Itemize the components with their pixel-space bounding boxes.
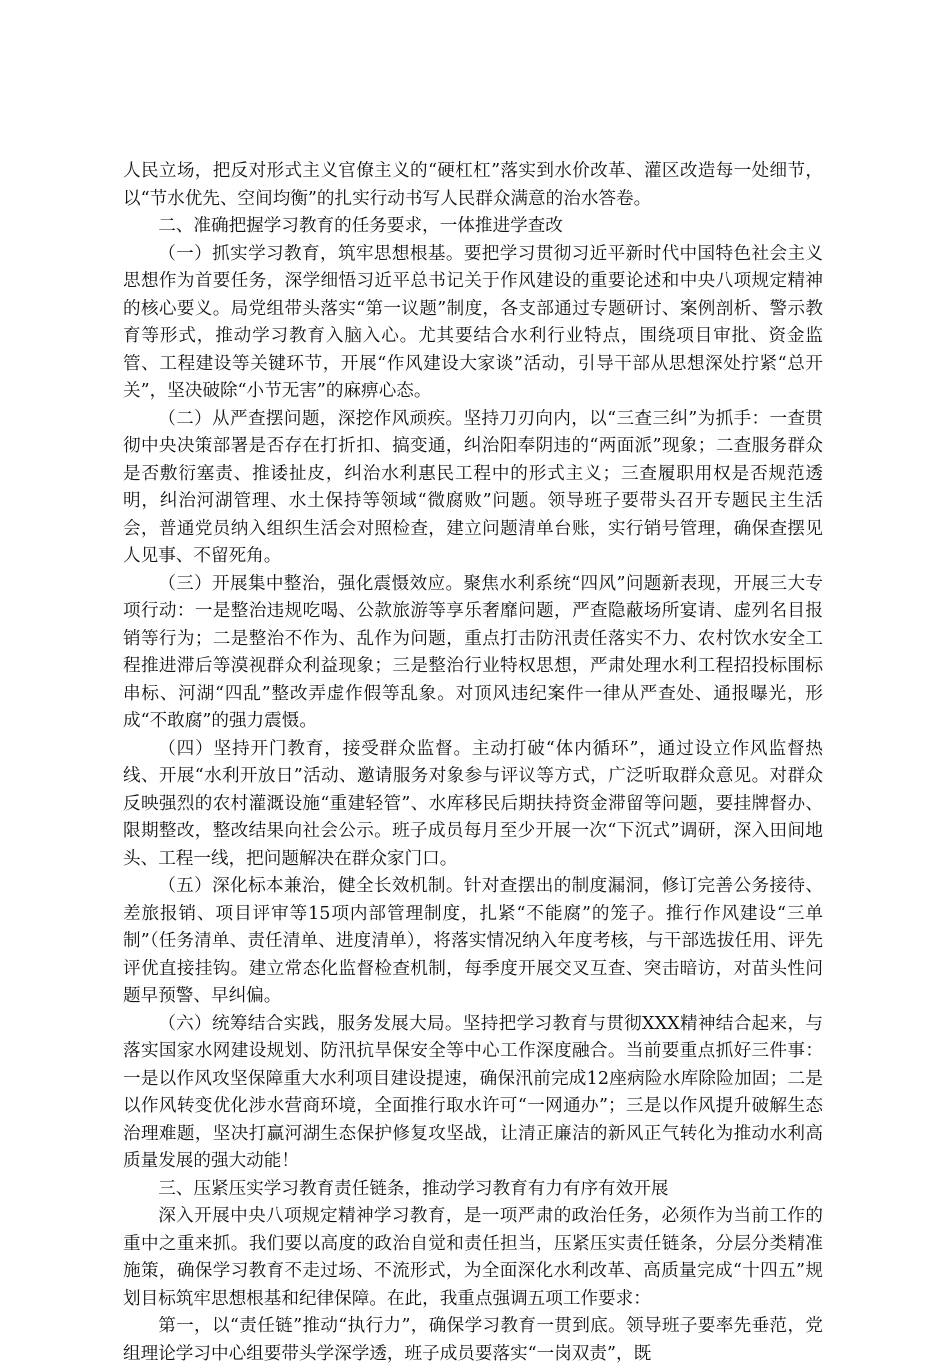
paragraph-intro: 深入开展中央八项规定精神学习教育，是一项严肃的政治任务，必须作为当前工作的重中之重来抓。我们要以高度的政治自觉和责任担当，压紧压实责任链条，分层分类精准施策，确保学习教育不走过场、不流形式，为全面深化水利改革、高质量完成“十四五”规划目标筑牢思想根基和纪律保障。在此，我重点强调五项工作要求： [123, 1206, 823, 1309]
paragraph-continuation: 人民立场，把反对形式主义官僚主义的“硬杠杠”落实到水价改革、灌区改造每一处细节，以“节水优先、空间均衡”的扎实行动书写人民群众满意的治水答卷。 [123, 161, 823, 209]
document-page [123, 158, 823, 1368]
paragraph-item-6: （六）统筹结合实践，服务发展大局。坚持把学习教育与贯彻XXX精神结合起来，与落实国家水网建设规划、防汛抗旱保安全等中心工作深度融合。当前要重点抓好三件事：一是以作风攻坚保障重大水利项目建设提速，确保汛前完成12座病险水库除险加固；二是以作风转变优化涉水营商环境，全面推行取水许可“一网通办”；三是以作风提升破解生态治理难题，坚决打赢河湖生态保护修复攻坚战，让清正廉洁的新风正气转化为推动水利高质量发展的强大动能！ [123, 1013, 823, 1171]
paragraph-first-requirement: 第一，以“责任链”推动“执行力”，确保学习教育一贯到底。领导班子要率先垂范，党组理论学习中心组要带头学深学透，班子成员要落实“一岗双责”，既 [123, 1316, 823, 1364]
paragraph-item-5: （五）深化标本兼治，健全长效机制。针对查摆出的制度漏洞，修订完善公务接待、差旅报销、项目评审等15项内部管理制度，扎紧“不能腐”的笼子。推行作风建设“三单制”（任务清单、责任清单、进度清单），将落实情况纳入年度考核，与干部选拔任用、评先评优直接挂钩。建立常态化监督检查机制，每季度开展交叉互查、突击暗访，对苗头性问题早预警、早纠偏。 [123, 876, 823, 1006]
section-heading-3: 三、压紧压实学习教育责任链条，推动学习教育有力有序有效开展 [158, 1178, 669, 1199]
paragraph-item-1: （一）抓实学习教育，筑牢思想根基。要把学习贯彻习近平新时代中国特色社会主义思想作为首要任务，深学细悟习近平总书记关于作风建设的重要论述和中央八项规定精神的核心要义。局党组带头落实“第一议题”制度，各支部通过专题研讨、案例剖析、警示教育等形式，推动学习教育入脑入心。尤其要结合水利行业特点，围绕项目审批、资金监管、工程建设等关键环节，开展“作风建设大家谈”活动，引导干部从思想深处拧紧“总开关”，坚决破除“小节无害”的麻痹心态。 [123, 243, 823, 401]
section-heading-2: 二、准确把握学习教育的任务要求，一体推进学查改 [158, 216, 563, 236]
paragraph-item-2: （二）从严查摆问题，深挖作风顽疾。坚持刀刃向内，以“三查三纠”为抓手：一查贯彻中央决策部署是否存在打折扣、搞变通，纠治阳奉阴违的“两面派”现象；二查服务群众是否敷衍塞责、推诿扯皮，纠治水利惠民工程中的形式主义；三查履职用权是否规范透明，纠治河湖管理、水土保持等领域“微腐败”问题。领导班子要带头召开专题民主生活会，普通党员纳入组织生活会对照检查，建立问题清单台账，实行销号管理，确保查摆见人见事、不留死角。 [123, 408, 823, 566]
paragraph-item-4: （四）坚持开门教育，接受群众监督。主动打破“体内循环”，通过设立作风监督热线、开展“水利开放日”活动、邀请服务对象参与评议等方式，广泛听取群众意见。对群众反映强烈的农村灌溉设施“重建轻管”、水库移民后期扶持资金滞留等问题，要挂牌督办、限期整改，整改结果向社会公示。班子成员每月至少开展一次“下沉式”调研，深入田间地头、工程一线，把问题解决在群众家门口。 [123, 738, 823, 869]
paragraph-item-3: （三）开展集中整治，强化震慑效应。聚焦水利系统“四风”问题新表现，开展三大专项行动：一是整治违规吃喝、公款旅游等享乐奢靡问题，严查隐蔽场所宴请、虚列名目报销等行为；二是整治不作为、乱作为问题，重点打击防汛责任落实不力、农村饮水安全工程推进滞后等漠视群众利益现象；三是整治行业特权思想，严肃处理水利工程招投标围标串标、河湖“四乱”整改弄虚作假等乱象。对顶风违纪案件一律从严查处、通报曝光，形成“不敢腐”的强力震慑。 [123, 573, 823, 731]
